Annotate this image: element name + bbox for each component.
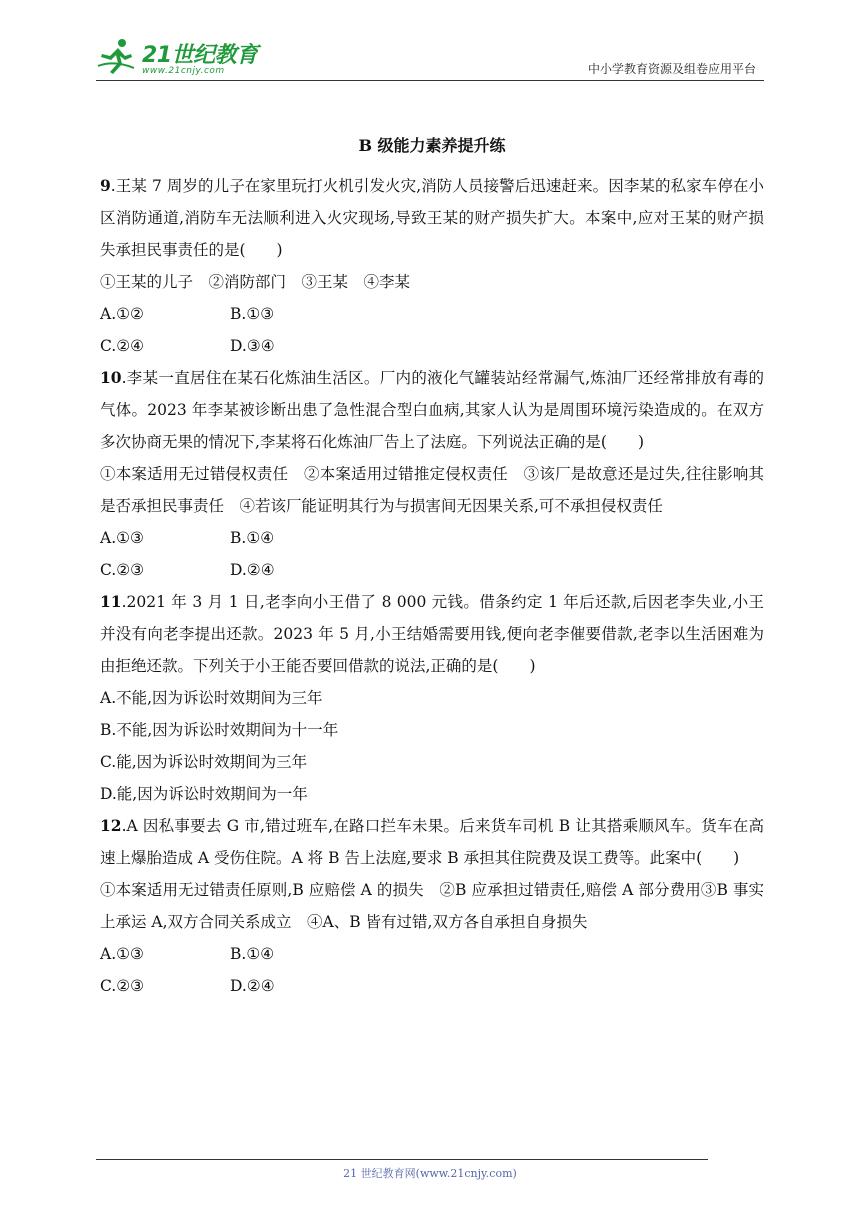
question-stem: .王某 7 周岁的儿子在家里玩打火机引发火灾,消防人员接警后迅速赶来。因李某的私家车停在小区消防通道,消防车无法顺利进入火灾现场,导致王某的财产损失扩大。本案中,应对王某的财产损失承担民事责任的是( ): [100, 177, 764, 259]
option-b[interactable]: B.①③: [230, 305, 275, 323]
footer-divider: [96, 1159, 708, 1160]
option-d[interactable]: D.②④: [230, 977, 275, 995]
running-figure-icon: [96, 36, 136, 76]
statement-list: ①王某的儿子 ②消防部门 ③王某 ④李某: [100, 273, 411, 291]
option-row: [100, 970, 764, 1002]
option-b[interactable]: B.①④: [230, 945, 275, 963]
option-d[interactable]: D.③④: [230, 337, 275, 355]
platform-name: 中小学教育资源及组卷应用平台: [587, 62, 756, 76]
question-text: [100, 586, 764, 682]
site-logo[interactable]: [96, 36, 266, 80]
header-divider: [96, 80, 764, 81]
question-12: [100, 810, 764, 1002]
question-11: [100, 586, 764, 810]
question-9: [100, 170, 764, 362]
option-c[interactable]: C.②③: [100, 561, 145, 579]
page-header: [96, 32, 764, 82]
option-row: [100, 554, 764, 586]
option-row: [100, 330, 764, 362]
option-a[interactable]: A.①③: [100, 529, 144, 547]
question-10: [100, 362, 764, 586]
option-c[interactable]: C.②④: [100, 337, 145, 355]
question-number: 11: [100, 592, 122, 611]
question-text: [100, 810, 764, 874]
question-stem: .李某一直居住在某石化炼油生活区。厂内的液化气罐装站经常漏气,炼油厂还经常排放有毒的气体。2023 年李某被诊断出患了急性混合型白血病,其家人认为是周围环境污染造成的。在双方多次协商无果的情况下,李某将石化炼油厂告上了法庭。下列说法正确的是( ): [100, 369, 764, 451]
statement-list: ①本案适用无过错责任原则,B 应赔偿 A 的损失 ②B 应承担过错责任,赔偿 A 部分费用③B 事实上承运 A,双方合同关系成立 ④A、B 皆有过错,双方各自承担自身损失: [100, 881, 764, 931]
option-row: [100, 522, 764, 554]
question-number: 10: [100, 368, 122, 387]
option-a[interactable]: A.不能,因为诉讼时效期间为三年: [100, 689, 323, 707]
option-row: [100, 938, 764, 970]
logo-main-text: 21世纪教育: [142, 43, 258, 68]
section-title: B 级能力素养提升练: [358, 136, 506, 155]
question-text: [100, 362, 764, 458]
question-stem: .2021 年 3 月 1 日,老李向小王借了 8 000 元钱。借条约定 1 年后还款,后因老李失业,小王并没有向老李提出还款。2023 年 5 月,小王结婚需要用钱,便向老李催要借款,老李以生活困难为由拒绝还款。下列关于小王能否要回借款的说法,正确的是( ): [100, 593, 764, 675]
logo-url-text: www.21cnjy.com: [142, 66, 225, 76]
option-b[interactable]: B.不能,因为诉讼时效期间为十一年: [100, 721, 339, 739]
option-d[interactable]: D.能,因为诉讼时效期间为一年: [100, 785, 308, 803]
question-number: 9: [100, 176, 111, 195]
option-b[interactable]: B.①④: [230, 529, 275, 547]
document-body: [100, 134, 764, 1002]
option-row: [100, 298, 764, 330]
question-text: [100, 170, 764, 266]
option-a[interactable]: A.①③: [100, 945, 144, 963]
option-c[interactable]: C.能,因为诉讼时效期间为三年: [100, 753, 308, 771]
option-c[interactable]: C.②③: [100, 977, 145, 995]
option-a[interactable]: A.①②: [100, 305, 144, 323]
question-number: 12: [100, 816, 122, 835]
option-d[interactable]: D.②④: [230, 561, 275, 579]
statement-list: ①本案适用无过错侵权责任 ②本案适用过错推定侵权责任 ③该厂是故意还是过失,往往影响其是否承担民事责任 ④若该厂能证明其行为与损害间无因果关系,可不承担侵权责任: [100, 465, 764, 515]
page-footer[interactable]: 21 世纪教育网(www.21cnjy.com): [343, 1167, 517, 1180]
question-stem: .A 因私事要去 G 市,错过班车,在路口拦车未果。后来货车司机 B 让其搭乘顺风车。货车在高速上爆胎造成 A 受伤住院。A 将 B 告上法庭,要求 B 承担其住院费及误工费等。此案中( ): [100, 817, 764, 867]
